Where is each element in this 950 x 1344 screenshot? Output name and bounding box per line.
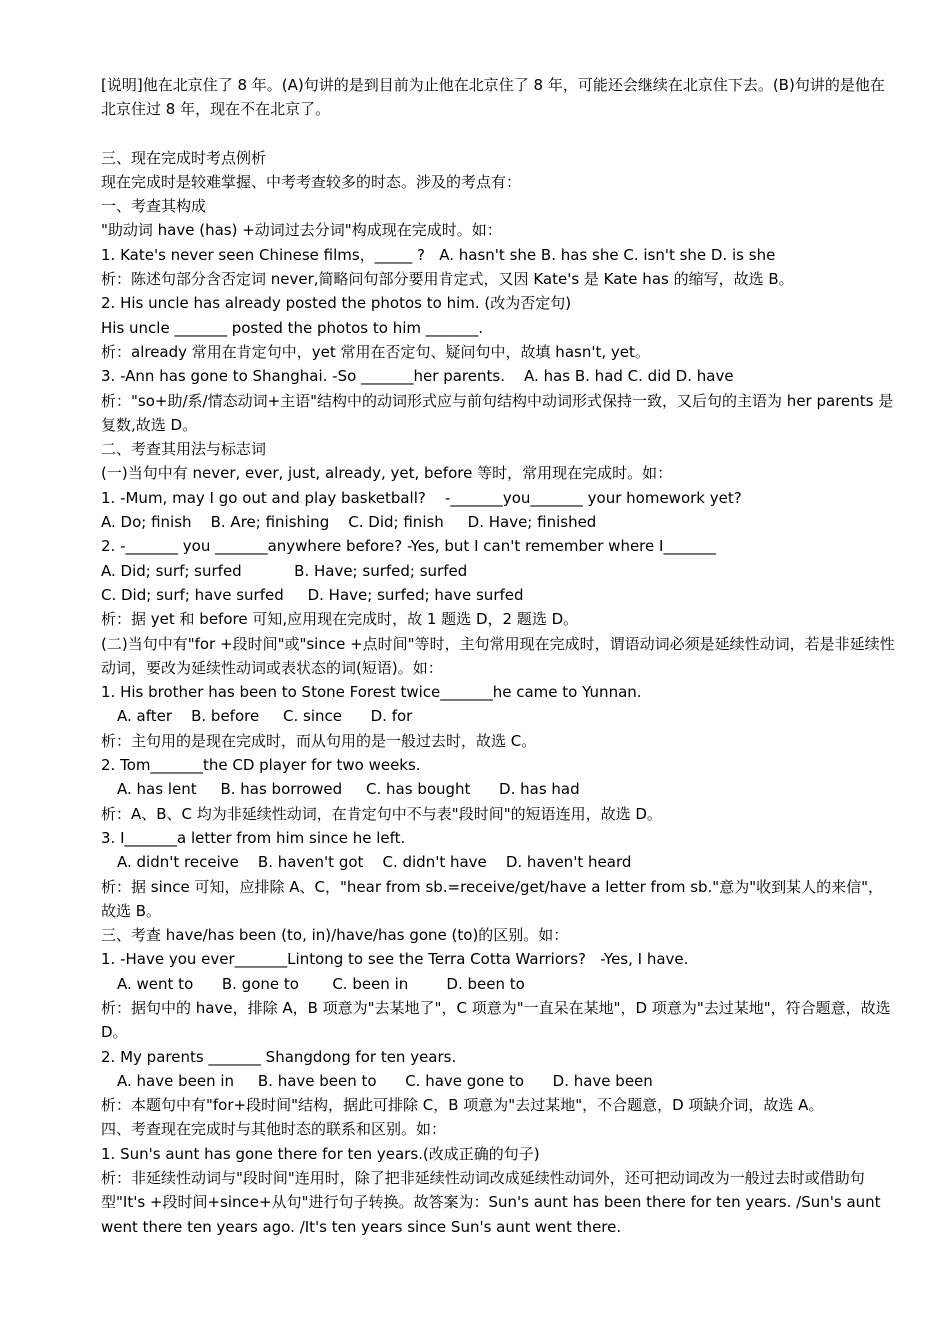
- answer-options: A. after B. before C. since D. for: [117, 707, 413, 726]
- analysis-text: 析：A、B、C 均为非延续性动词，在肯定句中不与表"段时间"的短语连用，故选 D。: [101, 804, 662, 823]
- question-text: 1. -Have you ever_______Lintong to see the Terra Cotta Warriors? -Yes, I have.: [101, 950, 689, 969]
- question-text: 1. His brother has been to Stone Forest twice_______he came to Yunnan.: [101, 683, 642, 702]
- subsection-heading: 二、考查其用法与标志词: [101, 440, 267, 459]
- paragraph-gap: [101, 122, 897, 146]
- question-text: 3. -Ann has gone to Shanghai. -So _______her parents. A. has B. had C. did D. have: [101, 367, 734, 386]
- question-text: 1. -Mum, may I go out and play basketball? -_______you_______ your homework yet?: [101, 488, 742, 507]
- analysis-text: 析：主句用的是现在完成时，而从句用的是一般过去时，故选 C。: [101, 731, 537, 750]
- answer-options: C. Did; surf; have surfed D. Have; surfed; have surfed: [101, 585, 524, 604]
- answer-options: A. didn't receive B. haven't got C. didn't have D. haven't heard: [117, 853, 632, 872]
- section-heading: 三、现在完成时考点例析: [101, 148, 267, 167]
- explanation-paragraph: [说明]他在北京住了 8 年。(A)句讲的是到目前为止他在北京住了 8 年，可能还会继续在北京住下去。(B)句讲的是他在北京住过 8 年，现在不在北京了。: [101, 76, 885, 119]
- analysis-text: 析：据句中的 have，排除 A，B 项意为"去某地了"，C 项意为"一直呆在某地"，D 项意为"去过某地"，符合题意，故选 D。: [101, 998, 891, 1042]
- question-text: 3. I_______a letter from him since he left.: [101, 828, 406, 847]
- analysis-text: 析：already 常用在肯定句中，yet 常用在否定句、疑问句中，故填 hasn't, yet。: [101, 342, 650, 361]
- question-text: His uncle _______ posted the photos to him _______.: [101, 318, 484, 337]
- answer-options: A. have been in B. have been to C. have gone to D. have been: [117, 1071, 653, 1090]
- subsection-heading: 四、考查现在完成时与其他时态的联系和区别。如：: [101, 1120, 447, 1139]
- analysis-text: 析："so+助/系/情态动词+主语"结构中的动词形式应与前句结构中动词形式保持一致，又后句的主语为 her parents 是复数,故选 D。: [101, 391, 894, 434]
- document-page: [101, 73, 897, 1239]
- question-text: 2. -_______ you _______anywhere before? -Yes, but I can't remember where I_______: [101, 537, 716, 556]
- answer-options: A. Do; finish B. Are; finishing C. Did; finish D. Have; finished: [101, 513, 597, 532]
- question-text: 2. His uncle has already posted the photos to him. (改为否定句): [101, 294, 572, 313]
- question-text: 2. My parents _______ Shangdong for ten years.: [101, 1047, 457, 1066]
- question-text: 1. Sun's aunt has gone there for ten years.(改成正确的句子): [101, 1144, 540, 1163]
- analysis-text: 析：据 yet 和 before 可知,应用现在完成时，故 1 题选 D，2 题选 D。: [101, 610, 579, 629]
- question-text: 1. Kate's never seen Chinese films，_____ ? A. hasn't she B. has she C. isn't she D. is she: [101, 245, 776, 264]
- rule-text: "助动词 have (has) +动词过去分词"构成现在完成时。如：: [101, 221, 502, 240]
- answer-options: A. Did; surf; surfed B. Have; surfed; surfed: [101, 561, 468, 580]
- intro-text: 现在完成时是较难掌握、中考考查较多的时态。涉及的考点有：: [101, 172, 522, 191]
- subsection-heading: 一、考查其构成: [101, 197, 207, 216]
- analysis-text: 析：本题句中有"for+段时间"结构，据此可排除 C，B 项意为"去过某地"，不合题意，D 项缺介词，故选 A。: [101, 1096, 824, 1115]
- rule-text: (二)当句中有"for +段时间"或"since +点时间"等时，主句常用现在完成时，谓语动词必须是延续性动词，若是非延续性动词，要改为延续性动词或表状态的词(短语)。如：: [101, 634, 895, 677]
- answer-options: A. went to B. gone to C. been in D. been to: [117, 974, 525, 993]
- analysis-text: 析：非延续性动词与"段时间"连用时，除了把非延续性动词改成延续性动词外，还可把动词改为一般过去时或借助句型"It's +段时间+since+从句"进行句子转换。故答案为：Sun's aunt has been there for ten years. /Sun's aunt went there ten years ago. /It's ten years since Sun's aunt went there.: [101, 1169, 881, 1236]
- question-text: 2. Tom_______the CD player for two weeks.: [101, 756, 421, 775]
- subsection-heading: 三、考查 have/has been (to, in)/have/has gone (to)的区别。如：: [101, 926, 569, 945]
- answer-options: A. has lent B. has borrowed C. has bought D. has had: [117, 780, 580, 799]
- analysis-text: 析：据 since 可知，应排除 A、C，"hear from sb.=receive/get/have a letter from sb."意为"收到某人的来信"，故选 B。: [101, 877, 884, 920]
- rule-text: (一)当句中有 never, ever, just, already, yet, before 等时，常用现在完成时。如：: [101, 464, 673, 483]
- analysis-text: 析：陈述句部分含否定词 never,简略问句部分要用肯定式，又因 Kate's 是 Kate has 的缩写，故选 B。: [101, 270, 794, 289]
